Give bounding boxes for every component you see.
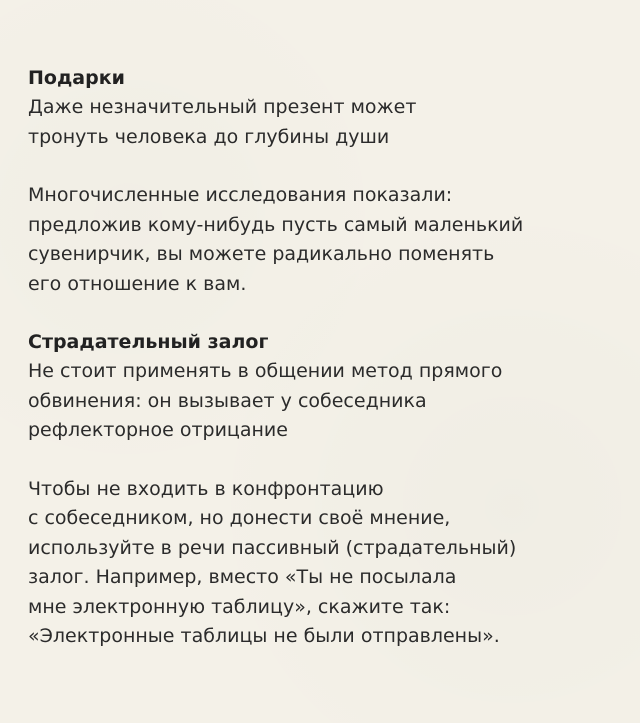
section-lead: Даже незначительный презент может тронуть человека до глубины души (28, 96, 417, 148)
section-spacer (28, 299, 616, 328)
section-gifts (28, 64, 616, 299)
paragraph-spacer (28, 446, 616, 475)
section-lead: Не стоит применять в общении метод прямого обвинения: он вызывает у собеседника рефлекторное отрицание (28, 360, 503, 441)
section-title: Подарки (28, 67, 125, 89)
section-passive-voice (28, 328, 616, 652)
section-body: Чтобы не входить в конфронтацию с собеседником, но донести своё мнение, используйте в речи пассивный (страдательный) залог. Например, вместо «Ты не посылала мне электронную таблицу», скажите так: «Электронные таблицы не были отправлены». (28, 477, 517, 647)
section-body: Многочисленные исследования показали: предложив кому-нибудь пусть самый маленький сувенирчик, вы можете радикально поменять его отношение к вам. (28, 184, 524, 295)
section-title: Страдательный залог (28, 331, 269, 353)
paragraph-spacer (28, 152, 616, 181)
